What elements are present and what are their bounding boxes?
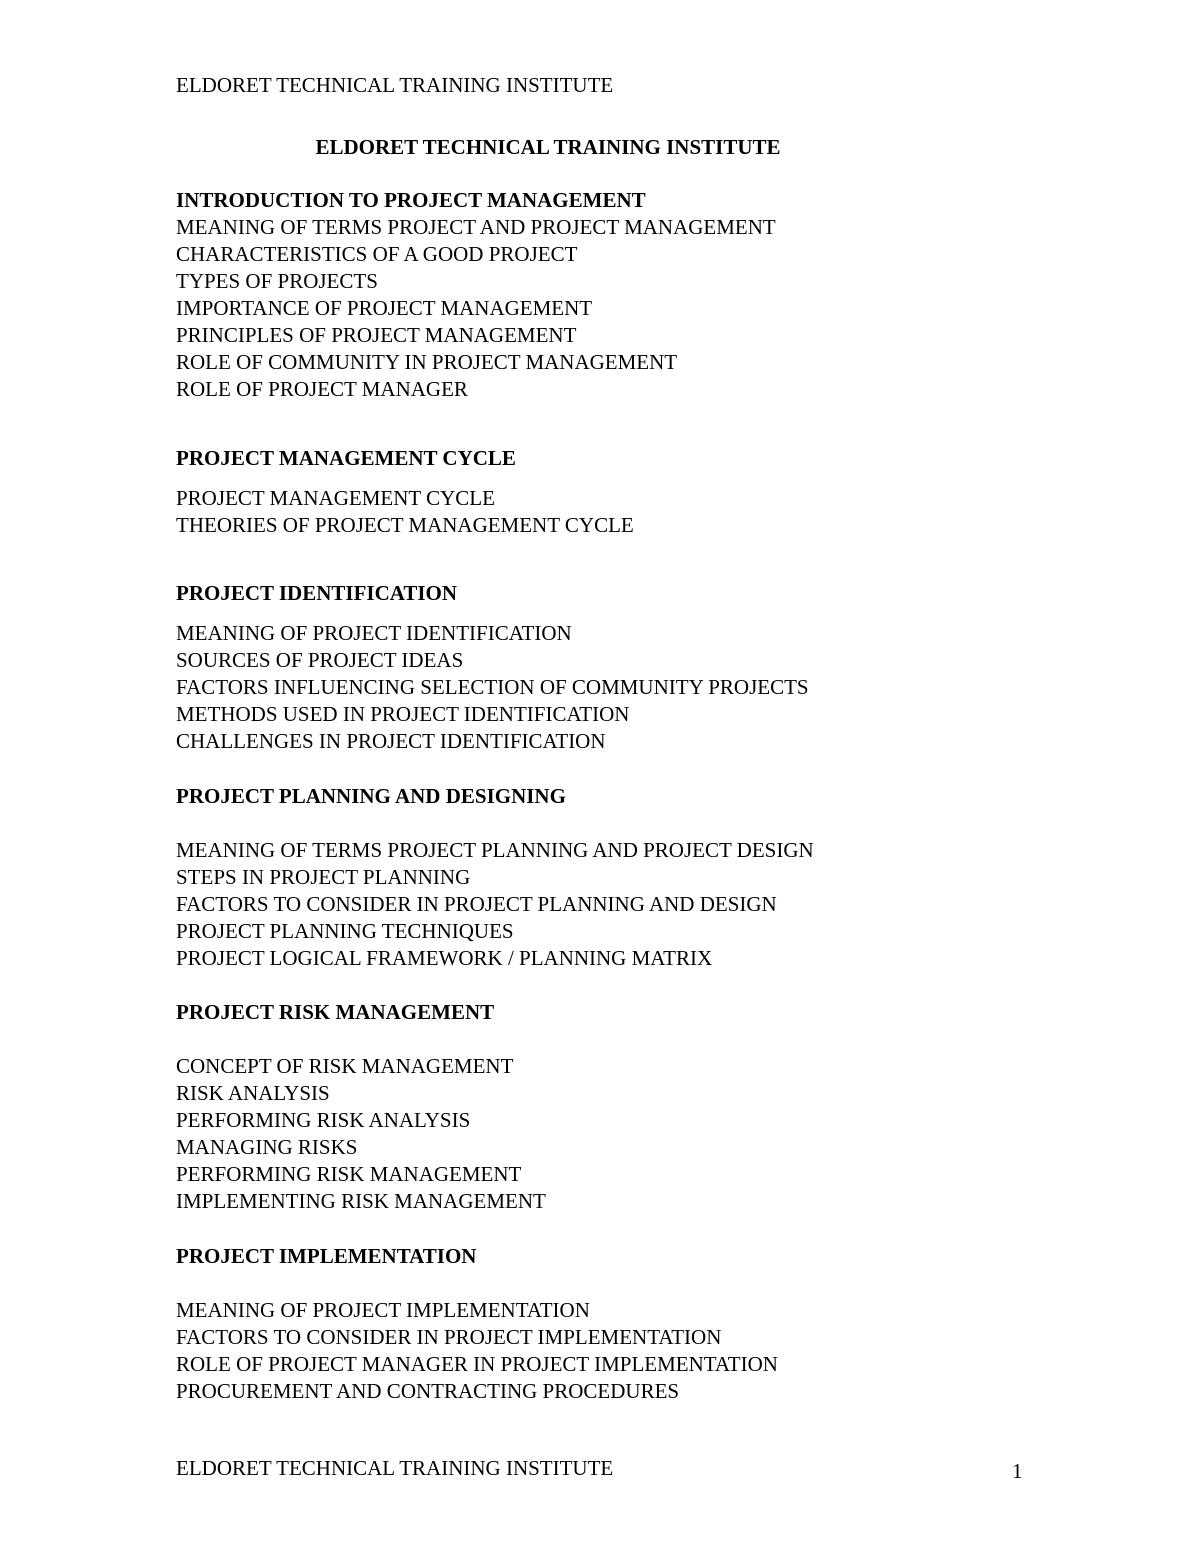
list-item: MANAGING RISKS xyxy=(176,1135,358,1159)
list-item: PROJECT MANAGEMENT CYCLE xyxy=(176,486,495,510)
list-item: CONCEPT OF RISK MANAGEMENT xyxy=(176,1054,514,1078)
section-identification xyxy=(176,580,809,755)
page-header: ELDORET TECHNICAL TRAINING INSTITUTE xyxy=(176,73,614,97)
list-item: PROJECT LOGICAL FRAMEWORK / PLANNING MATRIX xyxy=(176,946,713,970)
list-item: PROCUREMENT AND CONTRACTING PROCEDURES xyxy=(176,1379,680,1403)
list-item: MEANING OF TERMS PROJECT PLANNING AND PROJECT DESIGN xyxy=(176,838,814,862)
list-item: ROLE OF PROJECT MANAGER IN PROJECT IMPLEMENTATION xyxy=(176,1352,778,1376)
list-item: MEANING OF TERMS PROJECT AND PROJECT MANAGEMENT xyxy=(176,215,776,239)
list-item: PRINCIPLES OF PROJECT MANAGEMENT xyxy=(176,323,577,347)
section-risk-management xyxy=(176,999,546,1215)
document-title: ELDORET TECHNICAL TRAINING INSTITUTE xyxy=(315,135,781,159)
list-item: ROLE OF PROJECT MANAGER xyxy=(176,377,468,401)
page-footer: ELDORET TECHNICAL TRAINING INSTITUTE xyxy=(176,1456,614,1480)
list-item: STEPS IN PROJECT PLANNING xyxy=(176,865,471,889)
section-heading: PROJECT IDENTIFICATION xyxy=(176,581,458,605)
list-item: FACTORS INFLUENCING SELECTION OF COMMUNITY PROJECTS xyxy=(176,675,809,699)
list-item: CHARACTERISTICS OF A GOOD PROJECT xyxy=(176,242,578,266)
section-heading: PROJECT MANAGEMENT CYCLE xyxy=(176,446,516,470)
section-heading: PROJECT RISK MANAGEMENT xyxy=(176,1000,495,1024)
section-management-cycle xyxy=(176,445,634,539)
section-implementation xyxy=(176,1243,778,1405)
list-item: MEANING OF PROJECT IMPLEMENTATION xyxy=(176,1298,590,1322)
list-item: PERFORMING RISK ANALYSIS xyxy=(176,1108,471,1132)
list-item: SOURCES OF PROJECT IDEAS xyxy=(176,648,464,672)
list-item: CHALLENGES IN PROJECT IDENTIFICATION xyxy=(176,729,606,753)
list-item: TYPES OF PROJECTS xyxy=(176,269,378,293)
list-item: FACTORS TO CONSIDER IN PROJECT IMPLEMENTATION xyxy=(176,1325,722,1349)
list-item: RISK ANALYSIS xyxy=(176,1081,330,1105)
list-item: PROJECT PLANNING TECHNIQUES xyxy=(176,919,514,943)
section-introduction xyxy=(176,187,776,403)
list-item: IMPORTANCE OF PROJECT MANAGEMENT xyxy=(176,296,593,320)
list-item: ROLE OF COMMUNITY IN PROJECT MANAGEMENT xyxy=(176,350,678,374)
list-item: MEANING OF PROJECT IDENTIFICATION xyxy=(176,621,572,645)
page-number: 1 xyxy=(1012,1459,1023,1483)
list-item: THEORIES OF PROJECT MANAGEMENT CYCLE xyxy=(176,513,634,537)
list-item: METHODS USED IN PROJECT IDENTIFICATION xyxy=(176,702,630,726)
list-item: IMPLEMENTING RISK MANAGEMENT xyxy=(176,1189,546,1213)
section-heading: INTRODUCTION TO PROJECT MANAGEMENT xyxy=(176,188,646,212)
section-planning-designing xyxy=(176,783,814,972)
section-heading: PROJECT IMPLEMENTATION xyxy=(176,1244,477,1268)
list-item: PERFORMING RISK MANAGEMENT xyxy=(176,1162,522,1186)
section-heading: PROJECT PLANNING AND DESIGNING xyxy=(176,784,566,808)
list-item: FACTORS TO CONSIDER IN PROJECT PLANNING AND DESIGN xyxy=(176,892,777,916)
